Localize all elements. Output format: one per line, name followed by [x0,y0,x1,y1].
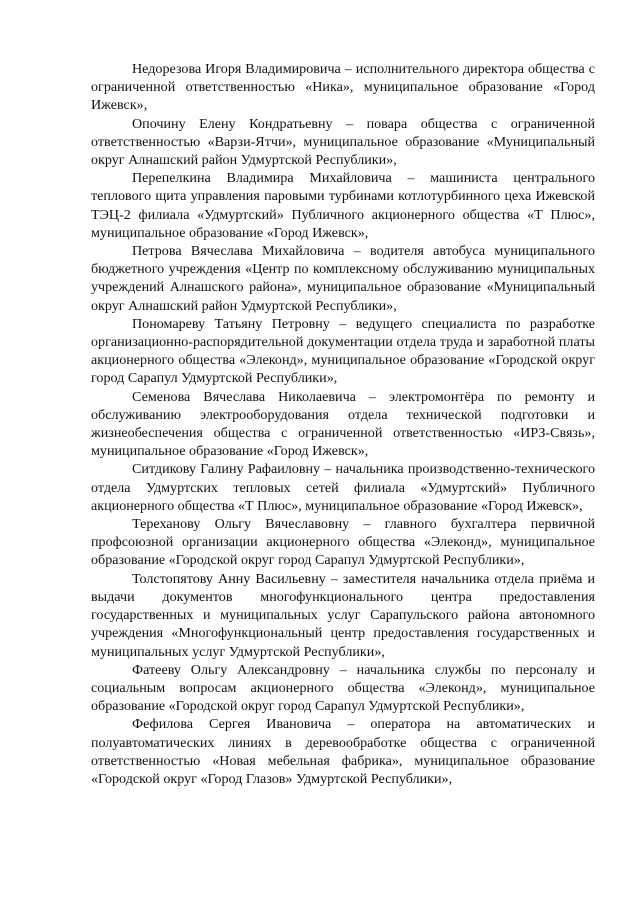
award-entry-nedorezov: Недорезова Игоря Владимировича – исполнительного директора общества с ограниченной ответственностью «Ника», муниципальное образование «Город Ижевск», [91,61,595,114]
award-entry-ponomareva: Пономареву Татьяну Петровну – ведущего специалиста по разработке организационно-распорядительной документации отдела труда и заработной платы акционерного общества «Элеконд», муниципальное образование «Городской округ город Сарапул Удмуртской Республики», [91,315,595,387]
award-entry-fateeva: Фатееву Ольгу Александровну – начальника службы по персоналу и социальным вопросам акционерного общества «Элеконд», муниципальное образование «Городской округ город Сарапул Удмуртской Республики», [91,661,595,715]
award-entry-petrov: Петрова Вячеслава Михайловича – водителя автобуса муниципального бюджетного учреждения «Центр по комплексному обслуживанию муниципальных учреждений Алнашского района», муниципальное образование «Муниципальный округ Алнашский район Удмуртской Республики», [91,243,595,314]
award-entry-opochina: Опочину Елену Кондратьевну – повара общества с ограниченной ответственностью «Варзи-Ятчи», муниципальное образование «Муниципальный округ Алнашский район Удмуртской Республики», [91,115,595,169]
award-entry-sitdikova: Ситдикову Галину Рафаиловну – начальника производственно-технического отдела Удмуртских тепловых сетей филиала «Удмуртский» Публичного акционерного общества «Т Плюс», муниципальное образование «Город Ижевск», [91,461,595,514]
award-entry-tolstopyatova: Толстопятову Анну Васильевну – заместителя начальника отдела приёма и выдачи документов многофункционального центра предоставления государственных и муниципальных услуг Сарапульского района автономного учреждения «Многофункциональный центр предоставления государственных и муниципальных услуг Удмуртской Республики», [91,570,595,660]
document-page [91,60,595,788]
award-entry-perepelkin: Перепелкина Владимира Михайловича – машиниста центрального теплового щита управления паровыми турбинами котлотурбинного цеха Ижевской ТЭЦ-2 филиала «Удмуртский» Публичного акционерного общества «Т Плюс», муниципальное образование «Город Ижевск», [91,170,595,241]
award-entry-fefilov: Фефилова Сергея Ивановича – оператора на автоматических и полуавтоматических линиях в деревообработке общества с ограниченной ответственностью «Новая мебельная фабрика», муниципальное образование «Городской округ «Город Глазов» Удмуртской Республики», [91,716,595,787]
award-entry-semenov: Семенова Вячеслава Николаевича – электромонтёра по ремонту и обслуживанию электрооборудования отдела технической подготовки и жизнеобеспечения общества с ограниченной ответственностью «ИРЗ-Связь», муниципальное образование «Город Ижевск», [91,388,595,460]
award-entry-terekhanova: Тереханову Ольгу Вячеславовну – главного бухгалтера первичной профсоюзной организации акционерного общества «Элеконд», муниципальное образование «Городской округ город Сарапул Удмуртской Республики», [91,516,595,569]
